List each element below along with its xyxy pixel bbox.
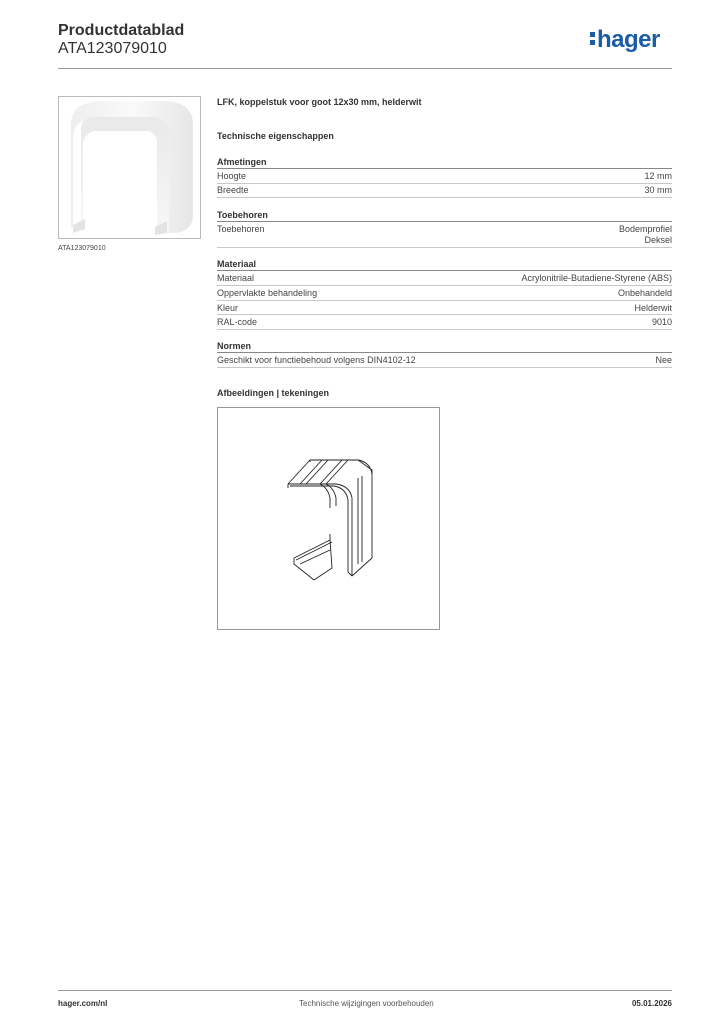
section-divider [217,221,672,222]
row-label: Toebehoren [217,224,265,234]
logo-text: hager [597,26,660,53]
footer-website-link[interactable]: hager.com/nl [58,999,108,1008]
logo-dots-icon [590,30,595,47]
section-divider [217,352,672,353]
row-value: Nee [655,355,672,365]
section-title-normen: Normen [217,341,252,351]
row-divider [217,247,672,248]
photo-caption: ATA123079010 [58,245,106,252]
row-value: 12 mm [644,171,672,181]
row-value: Helderwit [634,303,672,313]
row-value: Deksel [644,235,672,245]
tech-properties-title: Technische eigenschappen [217,131,334,141]
product-photo-image [59,97,201,239]
section-divider [217,270,672,271]
section-title-materiaal: Materiaal [217,259,257,269]
row-divider [217,285,672,286]
hager-logo [590,26,660,54]
section-title-afbeeldingen: Afbeeldingen | tekeningen [217,388,330,398]
row-divider [217,183,672,184]
row-label: Geschikt voor functiebehoud volgens DIN4102-12 [217,355,416,365]
footer-disclaimer: Technische wijzigingen voorbehouden [299,999,434,1008]
header-divider [58,68,672,69]
product-description: LFK, koppelstuk voor goot 12x30 mm, helderwit [217,97,422,107]
row-label: Hoogte [217,171,247,181]
row-value: 9010 [651,317,672,327]
footer-date: 05.01.2026 [631,999,672,1008]
row-label: Breedte [217,185,249,195]
row-label: Kleur [217,303,239,313]
technical-drawing-image [218,408,439,629]
row-value: Onbehandeld [617,288,672,298]
technical-drawing [217,407,440,630]
footer-divider [58,990,672,991]
row-value: Bodemprofiel [618,224,672,234]
product-photo [58,96,201,239]
row-divider [217,367,672,368]
row-label: RAL-code [217,317,258,327]
row-divider [217,300,672,301]
row-label: Materiaal [217,273,255,283]
row-value: Acrylonitrile-Butadiene-Styrene (ABS) [521,273,672,283]
section-title-afmetingen: Afmetingen [217,157,267,167]
row-value: 30 mm [644,185,672,195]
product-code: ATA123079010 [58,40,167,57]
row-divider [217,197,672,198]
row-label: Oppervlakte behandeling [217,288,318,298]
page-title: Productdatablad [58,22,185,39]
section-title-toebehoren: Toebehoren [217,210,268,220]
section-divider [217,168,672,169]
row-divider [217,314,672,315]
row-divider [217,329,672,330]
